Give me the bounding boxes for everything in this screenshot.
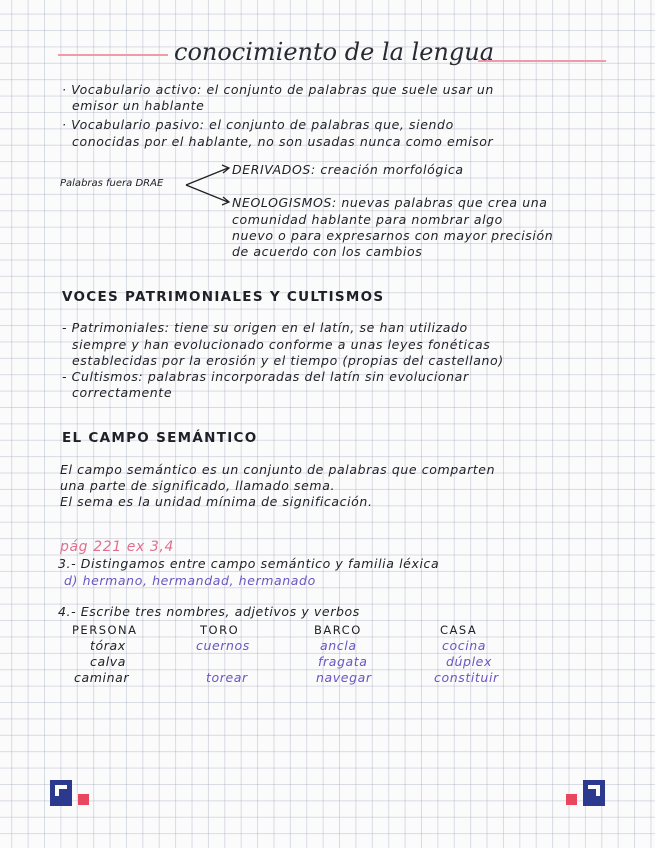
neologismos-line1: NEOLOGISMOS: nuevas palabras que crea una (232, 195, 548, 210)
campo-heading: EL CAMPO SEMÁNTICO (62, 430, 258, 446)
palabras-label: Palabras fuera DRAE (60, 178, 164, 189)
voces-line2: siempre y han evolucionado conforme a unas leyes fonéticas (72, 337, 491, 352)
voces-line4: - Cultismos: palabras incorporadas del latín sin evolucionar (62, 369, 469, 384)
header-barco: BARCO (314, 623, 362, 637)
header-toro: TORO (200, 623, 240, 637)
toro-item: cuernos (196, 638, 250, 653)
campo-line2: una parte de significado, llamado sema. (60, 478, 336, 493)
voces-line5: correctamente (72, 385, 173, 400)
exercise-a3: d) hermano, hermandad, hermanado (64, 573, 316, 588)
vocab-pasivo-line1: · Vocabulario pasivo: el conjunto de palabras que, siendo (62, 117, 454, 132)
campo-line1: El campo semántico es un conjunto de palabras que comparten (60, 462, 496, 477)
toro-item: torear (206, 670, 248, 685)
casa-item: dúplex (446, 654, 492, 669)
exercise-q3: 3.- Distingamos entre campo semántico y familia léxica (58, 556, 440, 571)
title-underline-right (478, 60, 606, 62)
branch-arrows (180, 160, 240, 210)
exercise-q4: 4.- Escribe tres nombres, adjetivos y verbos (58, 604, 360, 619)
neologismos-line2: comunidad hablante para nombrar algo (232, 212, 503, 227)
barco-item: fragata (318, 654, 368, 669)
corner-logo-right-icon (583, 780, 605, 806)
corner-square-left (78, 794, 89, 805)
derivados-text: DERIVADOS: creación morfológica (232, 162, 464, 177)
barco-item: ancla (320, 638, 357, 653)
persona-item: tórax (90, 638, 126, 653)
persona-item: caminar (74, 670, 130, 685)
vocab-activo-line1: · Vocabulario activo: el conjunto de palabras que suele usar un (62, 82, 494, 97)
title-underline-left (58, 54, 168, 56)
vocab-activo-line2: emisor un hablante (72, 98, 205, 113)
barco-item: navegar (316, 670, 372, 685)
persona-item: calva (90, 654, 127, 669)
vocab-pasivo-line2: conocidas por el hablante, no son usadas nunca como emisor (72, 134, 494, 149)
voces-line1: - Patrimoniales: tiene su origen en el latín, se han utilizado (62, 320, 468, 335)
voces-heading: VOCES PATRIMONIALES Y CULTISMOS (62, 289, 385, 305)
casa-item: constituir (434, 670, 499, 685)
corner-logo-left-icon (50, 780, 72, 806)
header-casa: CASA (440, 623, 478, 637)
voces-line3: establecidas por la erosión y el tiempo (propias del castellano) (72, 353, 504, 368)
neologismos-line3: nuevo o para expresarnos con mayor precisión (232, 228, 554, 243)
header-persona: PERSONA (72, 623, 138, 637)
neologismos-line4: de acuerdo con los cambios (232, 244, 423, 259)
exercise-reference: pág 221 ex 3,4 (60, 539, 174, 555)
campo-line3: El sema es la unidad mínima de significación. (60, 494, 373, 509)
page-title: conocimiento de la lengua (174, 38, 495, 66)
corner-square-right (566, 794, 577, 805)
casa-item: cocina (442, 638, 487, 653)
